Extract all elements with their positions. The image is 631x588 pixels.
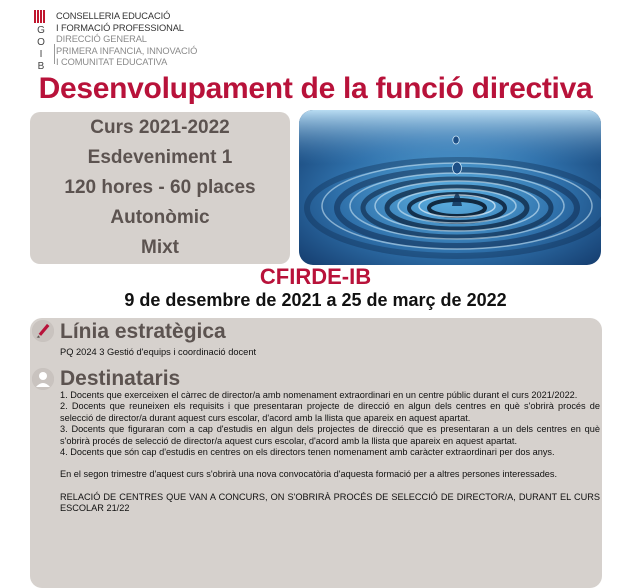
logo-line: I COMUNITAT EDUCATIVA [56, 57, 168, 68]
strategic-line-heading: Línia estratègica [60, 320, 226, 343]
water-drop-image [299, 110, 601, 265]
course-year: Curs 2021-2022 [90, 117, 230, 138]
logo-line: PRIMERA INFANCIA, INNOVACIÓ [56, 45, 198, 56]
course-scope: Autonòmic [110, 207, 210, 228]
recipients-heading: Destinataris [60, 367, 181, 390]
logo-letter: G [37, 25, 45, 36]
centres-list-heading: RELACIÓ DE CENTRES QUE VAN A CONCURS, ON S'OBRIRÀ PROCÉS DE SELECCIÓ DE DIRECTOR/A, DURANT EL CURS ESCOLAR 21/22 [60, 491, 600, 514]
recipient-item: 4. Docents que són cap d'estudis en centres on els directors tenen nomenament amb caràcter extraordinari per dos anys. [60, 447, 555, 458]
course-event: Esdeveniment 1 [87, 147, 233, 168]
course-code: CFIRDE-IB [259, 264, 372, 289]
recipient-item: 3. Docents que figuraran com a cap d'estudis en algun dels projectes de direcció que es presentaran a un dels centres en què s'obrirà procés de selecció de director/a aquest curs escolar, d'acord amb la llista que apareix en aquest apartat. [60, 424, 600, 446]
course-dates: 9 de desembre de 2021 a 25 de març de 2022 [124, 290, 507, 310]
logo-letters [35, 25, 47, 73]
recipient-item: 2. Docents que reuneixen els requisits i que presentaran projecte de direcció en algun dels centres en què s'obrirà procés de selecció de director/a durant aquest curs escolar, d'acord amb la llista que apareix en aquest apartat. [60, 401, 600, 423]
course-hours: 120 hores - 60 places [64, 177, 256, 198]
logo-stripes [34, 10, 45, 23]
logo-line: I FORMACIÓ PROFESSIONAL [56, 22, 184, 33]
recipients-note: En el segon trimestre d'aquest curs s'obrirà una nova convocatòria d'aquesta formació per a altres persones interessades. [60, 469, 558, 480]
course-info-box [30, 112, 290, 264]
logo-letter: I [39, 49, 43, 60]
logo-text [56, 11, 197, 69]
logo-letter: B [37, 61, 45, 72]
recipient-item: 1. Docents que exerceixen el càrrec de director/a amb nomenament extraordinari en un centre públic durant el curs 2021/2022. [60, 390, 578, 400]
pencil-icon [32, 320, 54, 342]
person-icon [32, 368, 54, 390]
page-title: Desenvolupament de la funció directiva [38, 72, 593, 105]
government-logo [34, 8, 234, 72]
recipients-body [60, 390, 600, 515]
course-modality: Mixt [141, 237, 179, 258]
logo-line: CONSELLERIA EDUCACIÓ [56, 11, 171, 21]
logo-line: DIRECCIÓ GENERAL [56, 34, 147, 45]
strategic-line-text: PQ 2024 3 Gestió d'equips i coordinació docent [60, 347, 257, 357]
logo-letter: O [37, 37, 45, 48]
logo-divider [54, 44, 55, 64]
